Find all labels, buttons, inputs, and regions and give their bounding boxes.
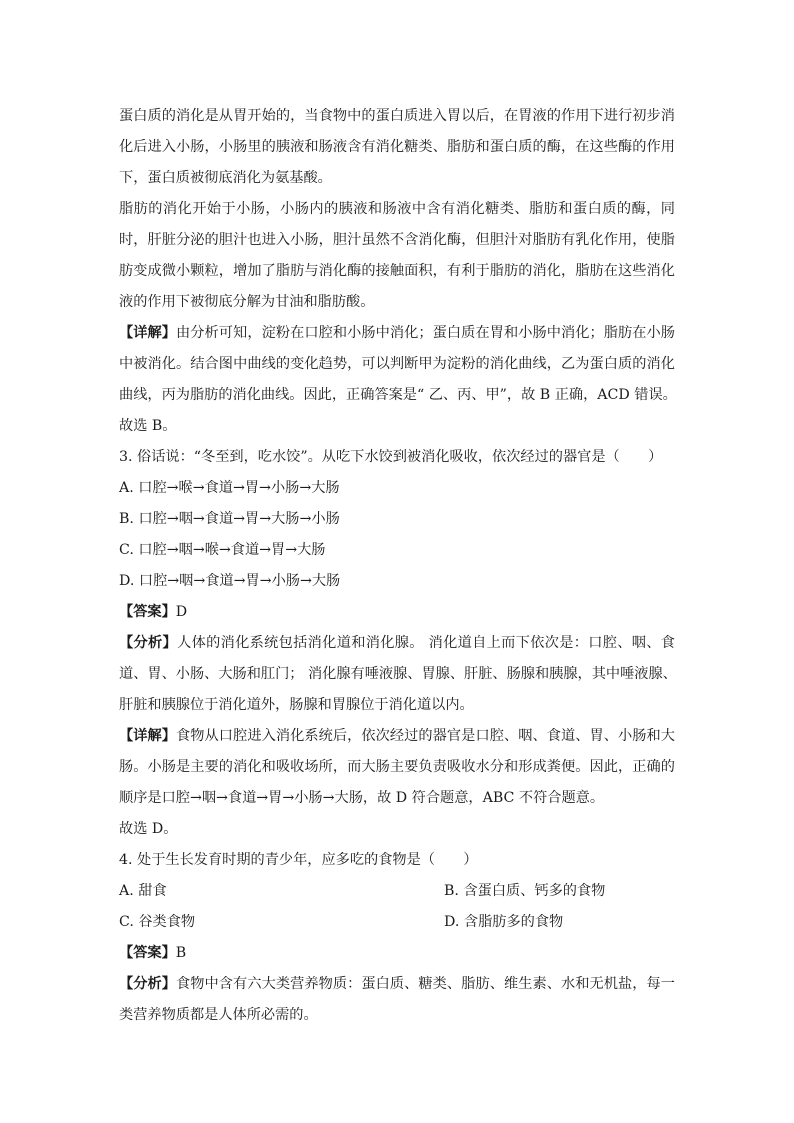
text-line: 化后进入小肠，小肠里的胰液和肠液含有消化糖类、脂肪和蛋白质的酶，在这些酶的作用	[119, 139, 675, 155]
option-a: A. 口腔→喉→食道→胃→小肠→大肠	[119, 480, 340, 496]
detail-text: 由分析可知，淀粉在口腔和小肠中消化；蛋白质在胃和小肠中消化；脂肪在小肠	[176, 325, 675, 341]
text-line	[119, 628, 675, 659]
document-page	[119, 101, 675, 1031]
question-stem: 3. 俗话说：“冬至到，吃水饺”。从吃下水饺到被消化吸收，依次经过的器官是（ ）	[119, 449, 663, 465]
question-stem: 4. 处于生长发育时期的青少年，应多吃的食物是（ ）	[119, 852, 478, 868]
answer-tag: 【答案】	[119, 945, 176, 961]
text-line: 肝脏和胰腺位于消化道外，肠腺和胃腺位于消化道以内。	[119, 697, 474, 713]
option-b: B. 含蛋白质、钙多的食物	[444, 883, 606, 899]
text-line: 时，肝脏分泌的胆汁也进入小肠，胆汁虽然不含消化酶，但胆汁对脂肪有乳化作用，使脂	[119, 232, 675, 248]
text-line: 肪变成微小颗粒，增加了脂肪与消化酶的接触面积，有利于脂肪的消化，脂肪在这些消化	[119, 263, 675, 279]
text-line: 下，蛋白质被彻底消化为氨基酸。	[119, 170, 332, 186]
question3	[119, 442, 675, 845]
detail-tag: 【详解】	[119, 728, 177, 744]
question4	[119, 845, 675, 1031]
text-line: 液的作用下被彻底分解为甘油和脂肪酸。	[119, 294, 375, 310]
answer-value: D	[175, 604, 188, 620]
option-row	[119, 907, 675, 938]
analysis-text: 食物中含有六大类营养物质：蛋白质、糖类、脂肪、维生素、水和无机盐，每一	[176, 976, 675, 992]
text-line	[119, 721, 675, 752]
text-line: 脂肪的消化开始于小肠，小肠内的胰液和肠液中含有消化糖类、脂肪和蛋白质的酶，同	[119, 201, 675, 217]
text-line	[119, 318, 675, 349]
option-d: D. 口腔→咽→食道→胃→小肠→大肠	[119, 573, 341, 589]
conclusion-line: 故选 B。	[119, 418, 177, 434]
question2-detail	[119, 318, 675, 442]
answer-line	[119, 938, 675, 969]
text-line: 类营养物质都是人体所必需的。	[119, 1007, 318, 1023]
option-a: A. 甜食	[119, 883, 167, 899]
answer-tag: 【答案】	[119, 604, 176, 620]
analysis-tag: 【分析】	[119, 976, 177, 992]
detail-text: 食物从口腔进入消化系统后，依次经过的器官是口腔、咽、食道、胃、小肠和大	[176, 728, 675, 744]
conclusion-line: 故选 D。	[119, 821, 178, 837]
option-c: C. 口腔→咽→喉→食道→胃→大肠	[119, 542, 326, 558]
text-line: 道、胃、小肠、大肠和肛门； 消化腺有唾液腺、胃腺、肝脏、肠腺和胰腺，其中唾液腺、	[119, 666, 677, 682]
option-b: B. 口腔→咽→食道→胃→大肠→小肠	[119, 511, 340, 527]
option-row	[119, 876, 675, 907]
fat-digestion-paragraph	[119, 194, 675, 318]
analysis-tag: 【分析】	[119, 635, 178, 651]
option-c: C. 谷类食物	[119, 914, 196, 930]
text-line: 肠。小肠是主要的消化和吸收场所，而大肠主要负责吸收水分和形成粪便。因此，正确的	[119, 759, 675, 775]
text-line: 蛋白质的消化是从胃开始的，当食物中的蛋白质进入胃以后，在胃液的作用下进行初步消	[119, 108, 675, 124]
text-line: 曲线，丙为脂肪的消化曲线。因此，正确答案是“ 乙、丙、甲”，故 B 正确，ACD 错误。	[119, 387, 677, 403]
answer-value: B	[175, 945, 187, 961]
text-line: 中被消化。结合图中曲线的变化趋势，可以判断甲为淀粉的消化曲线，乙为蛋白质的消化	[119, 356, 675, 372]
text-line: 顺序是口腔→咽→食道→胃→小肠→大肠，故 D 符合题意，ABC 不符合题意。	[119, 790, 605, 806]
text-line	[119, 969, 675, 1000]
detail-tag: 【详解】	[119, 325, 177, 341]
answer-line	[119, 597, 675, 628]
protein-digestion-paragraph	[119, 101, 675, 194]
option-d: D. 含脂肪多的食物	[444, 914, 564, 930]
analysis-text: 人体的消化系统包括消化道和消化腺。 消化道自上而下依次是：口腔、咽、食	[177, 635, 675, 651]
